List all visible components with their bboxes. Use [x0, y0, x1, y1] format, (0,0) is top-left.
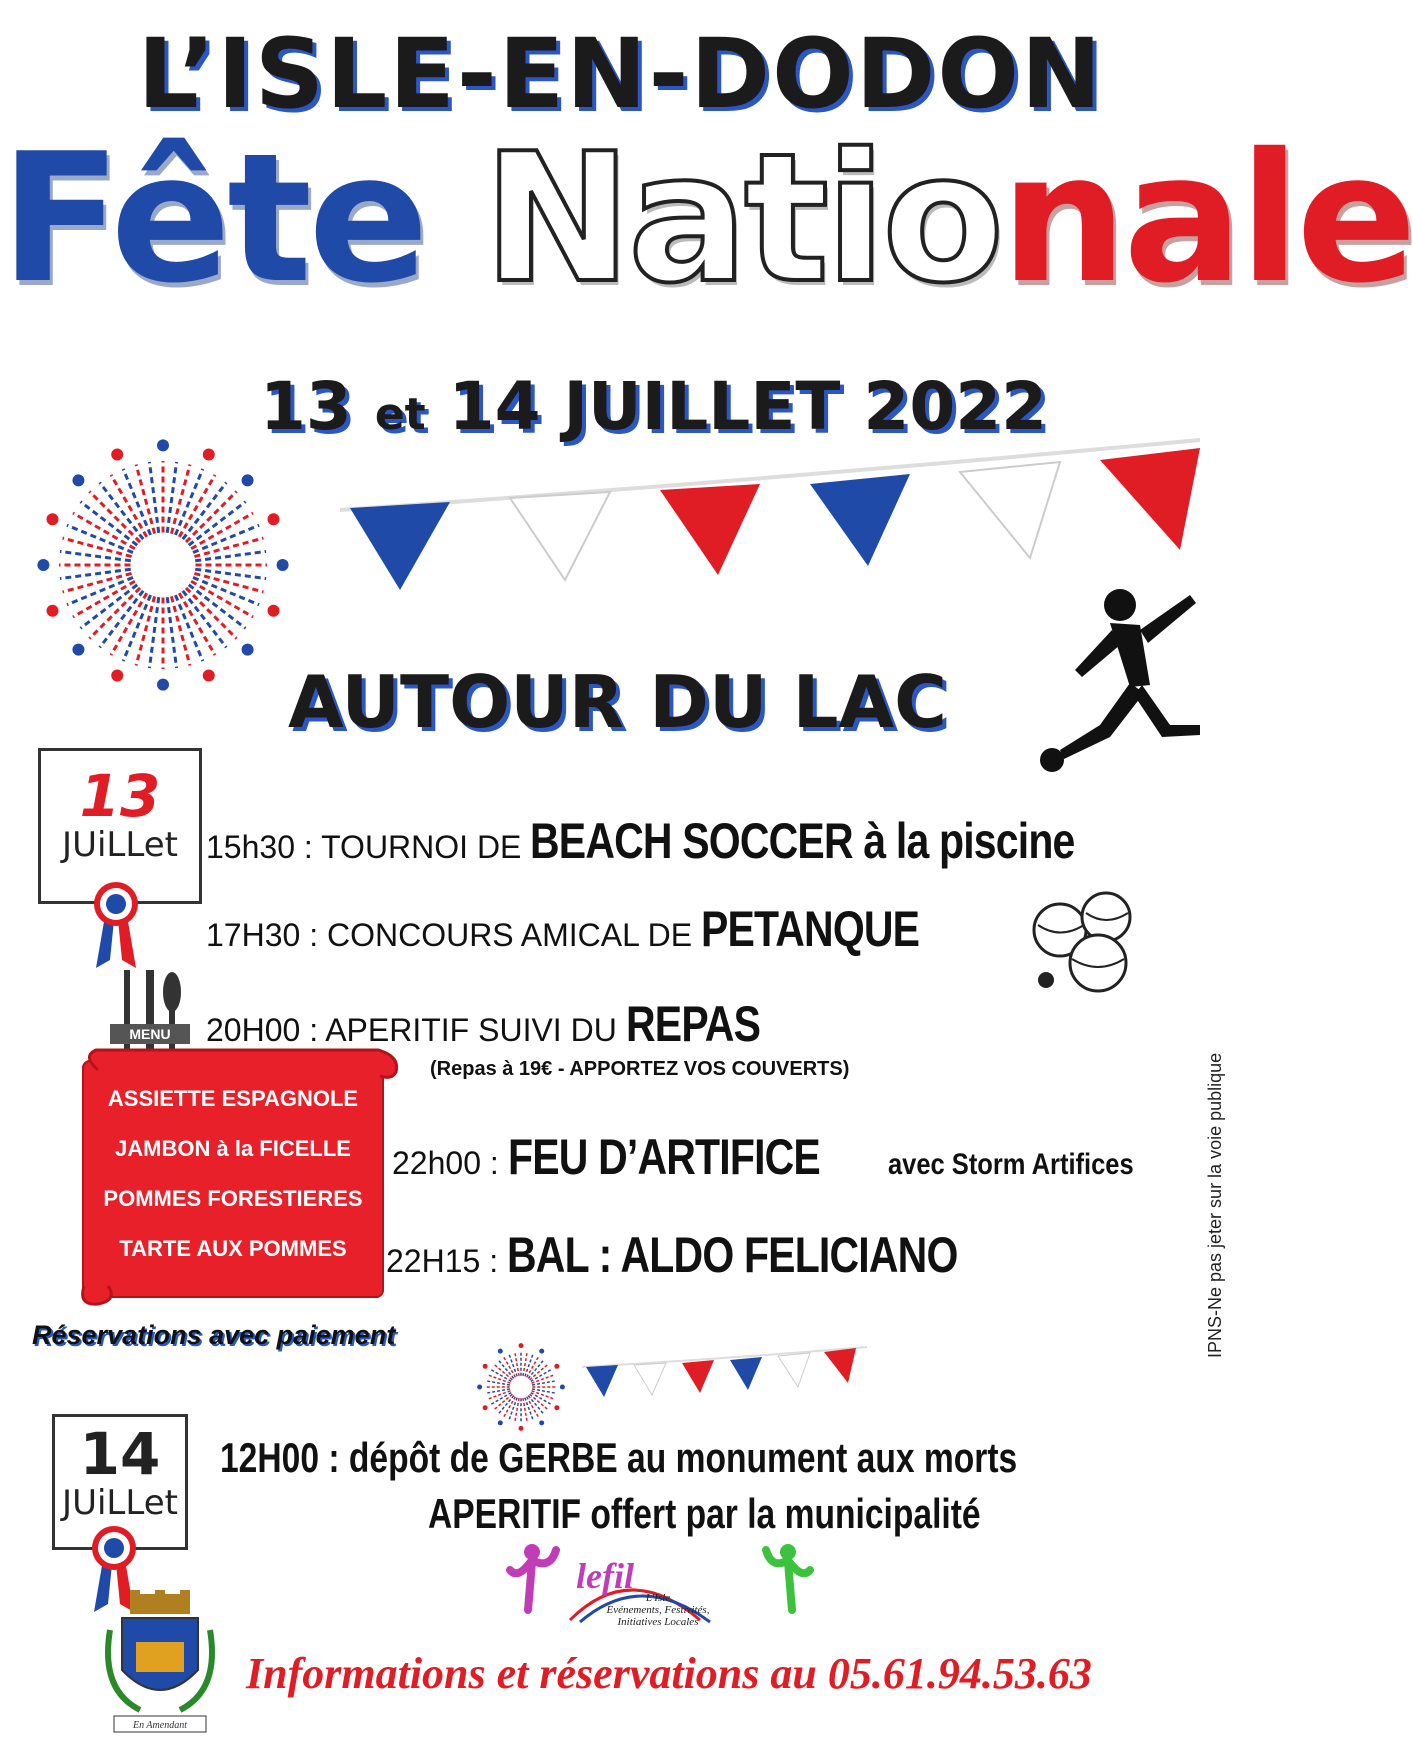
fete-nationale-title — [0, 115, 1413, 322]
event-time: 20H00 : APERITIF SUIVI DU — [206, 1012, 626, 1048]
petanque-balls-icon — [1028, 885, 1138, 995]
menu-item: POMMES FORESTIERES — [103, 1186, 363, 1211]
lefil-subtitle — [578, 1592, 738, 1628]
event-gerbe — [220, 1434, 1217, 1482]
event-subtitle: avec Storm Artifices — [888, 1148, 1134, 1181]
bunting-small — [582, 1345, 867, 1405]
location-heading: AUTOUR DU LAC — [288, 660, 948, 744]
calendar-month: JUiLLet — [62, 825, 178, 865]
event-time: 22h00 : — [392, 1145, 508, 1181]
event-feu-artifice — [392, 1128, 1177, 1186]
event-repas — [206, 995, 789, 1053]
rosette-icon — [88, 880, 144, 970]
event-title: BEACH SOCCER à la piscine — [530, 813, 1075, 869]
dates-et: et — [374, 389, 426, 440]
event-time: 15h30 : TOURNOI DE — [206, 829, 531, 865]
town-crest-emblem — [100, 1590, 220, 1740]
title-part-red: nale — [1000, 115, 1413, 322]
menu-item: JAMBON à la FICELLE — [115, 1136, 351, 1161]
soccer-player-icon — [1030, 575, 1210, 775]
ipns-notice: IPNS-Ne pas jeter sur la voie publique — [1205, 1052, 1225, 1358]
fireworks-small-illustration — [474, 1340, 568, 1434]
dates-second: 14 JUILLET 2022 — [425, 368, 1048, 445]
scroll-curls — [78, 1050, 408, 1310]
event-beach-soccer — [206, 812, 1194, 870]
lefil-sub-line: Evénements, Festivités, — [606, 1604, 710, 1616]
calendar-day-number: 13 — [79, 762, 161, 830]
event-time: 17H30 : CONCOURS AMICAL DE — [206, 917, 701, 953]
event-title: FEU D’ARTIFICE — [507, 1129, 820, 1185]
calendar-day-number: 14 — [79, 1420, 161, 1488]
title-part-white: Natio — [482, 115, 1001, 322]
menu-label: MENU — [129, 1026, 171, 1042]
dates-first: 13 — [260, 368, 375, 445]
event-bal — [386, 1226, 1056, 1284]
menu-item: ASSIETTE ESPAGNOLE — [107, 1086, 359, 1111]
menu-item: TARTE AUX POMMES — [119, 1236, 347, 1261]
crest-motto: En Amendant — [133, 1720, 187, 1731]
event-title: BAL : ALDO FELICIANO — [506, 1227, 958, 1283]
event-title: REPAS — [625, 996, 760, 1052]
repas-note: (Repas à 19€ - APPORTEZ VOS COUVERTS) — [430, 1058, 850, 1080]
cutlery-icon — [110, 970, 190, 1062]
event-text: APERITIF offert par la municipalité — [428, 1490, 981, 1537]
fireworks-illustration — [28, 430, 298, 700]
lefil-sub-line: L'Isle — [645, 1592, 671, 1604]
title-part-blue: Fête — [0, 115, 425, 322]
reservation-note: Réservations avec paiement — [32, 1320, 396, 1350]
event-aperitif — [428, 1490, 1119, 1538]
town-name: L’ISLE-EN-DODON — [137, 18, 1104, 130]
lefil-sub-line: Initiatives Locales — [617, 1616, 699, 1628]
event-title: PETANQUE — [700, 901, 920, 957]
event-text: 12H00 : dépôt de GERBE au monument aux morts — [220, 1434, 1018, 1481]
lefil-name: lefil — [576, 1556, 634, 1596]
event-time: 22H15 : — [386, 1243, 507, 1279]
event-petanque — [206, 900, 967, 958]
event-dates — [260, 368, 1047, 445]
info-reservations: Informations et réservations au 05.61.94.53.63 — [246, 1649, 1092, 1698]
calendar-month: JUiLLet — [62, 1483, 178, 1523]
